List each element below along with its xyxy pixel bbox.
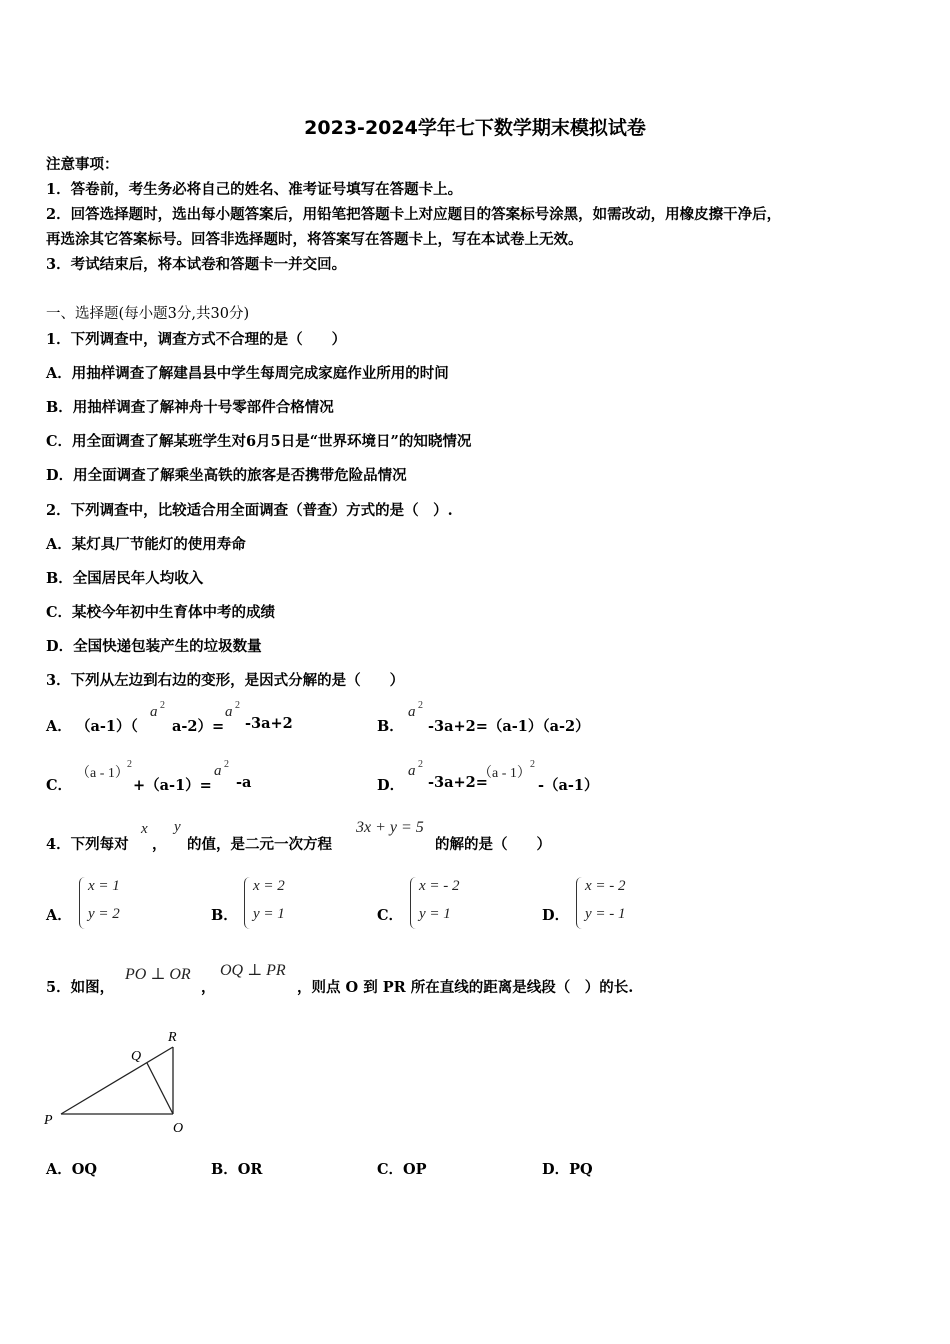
page-title: 2023-2024学年七下数学期末模拟试卷 (304, 117, 646, 139)
q4-var-x: x (141, 821, 148, 837)
q5-stem-part1: 5．如图， (46, 979, 115, 996)
q3-d-var: a (408, 763, 416, 779)
q3-stem: 3．下列从左边到右边的变形，是因式分解的是（ ） (46, 672, 405, 689)
q4-option-c-label[interactable]: C． (377, 907, 404, 924)
q3-option-d-part1: -3a+2= (428, 774, 488, 791)
q2-option-b[interactable]: B．全国居民年人均收入 (46, 570, 204, 587)
q3-option-a-part2: a-2）= (172, 718, 225, 735)
q3-option-d-label[interactable]: D． (377, 777, 405, 794)
q4-stem-comma: ， (152, 836, 167, 853)
q2-option-a[interactable]: A．某灯具厂节能灯的使用寿命 (46, 536, 246, 553)
q5-option-b[interactable]: B．OR (211, 1161, 263, 1178)
q3-option-c-part1: +（a-1）= (133, 777, 212, 794)
q3-c-var-sq: 2 (224, 759, 229, 770)
q4-option-d-label[interactable]: D． (542, 907, 570, 924)
q4-option-c-line2: y = 1 (419, 906, 451, 922)
q1-option-c[interactable]: C．用全面调查了解某班学生对6月5日是“世界环境日”的知晓情况 (46, 433, 472, 450)
q3-option-c-label[interactable]: C． (46, 777, 73, 794)
q3-option-d-part2: -（a-1） (538, 777, 599, 794)
q3-option-b-label[interactable]: B． (377, 718, 404, 735)
q5-condition-2: OQ ⊥ PR (220, 962, 286, 979)
q2-stem: 2．下列调查中，比较适合用全面调查（普查）方式的是（ ）. (46, 502, 453, 519)
q3-d-paren-sq: 2 (530, 759, 535, 770)
label-q: Q (131, 1049, 142, 1064)
q5-stem-comma: ， (201, 979, 216, 996)
q4-stem-part1: 4．下列每对 (46, 836, 129, 853)
q1-option-b[interactable]: B．用抽样调查了解神舟十号零部件合格情况 (46, 399, 334, 416)
q4-option-b-brace (244, 877, 251, 929)
label-o: O (173, 1121, 184, 1136)
q4-option-c-line1: x = - 2 (419, 878, 460, 894)
q5-option-a[interactable]: A．OQ (46, 1161, 98, 1178)
q5-condition-1: PO ⊥ OR (125, 966, 191, 983)
q1-option-d[interactable]: D．用全面调查了解乘坐高铁的旅客是否携带危险品情况 (46, 467, 407, 484)
q3-option-c-part2: -a (236, 774, 252, 791)
q4-stem-part3: 的解的是（ ） (435, 836, 551, 853)
q5-option-c[interactable]: C．OP (377, 1161, 427, 1178)
q3-option-a-label[interactable]: A． (46, 718, 72, 735)
q4-stem-part2: 的值，是二元一次方程 (187, 836, 332, 853)
notice-line-3: 再选涂其它答案标号。回答非选择题时，将答案写在答题卡上，写在本试卷上无效。 (46, 231, 583, 248)
notice-line-1: 1．答卷前，考生务必将自己的姓名、准考证号填写在答题卡上。 (46, 181, 463, 198)
q2-option-c[interactable]: C．某校今年初中生育体中考的成绩 (46, 604, 276, 621)
q4-option-b-line1: x = 2 (253, 878, 285, 894)
q3-b-sq: 2 (418, 700, 423, 711)
q3-c-paren-expr: （a - 1） (76, 766, 129, 781)
q5-option-d[interactable]: D．PQ (542, 1161, 593, 1178)
q4-equation: 3x + y = 5 (356, 819, 424, 836)
q4-option-c-brace (410, 877, 417, 929)
q3-a-var-2: a (225, 704, 233, 720)
q4-option-d-line1: x = - 2 (585, 878, 626, 894)
notice-line-4: 3．考试结束后，将本试卷和答题卡一并交回。 (46, 256, 347, 273)
q5-triangle-figure (40, 1022, 200, 1138)
q4-option-a-brace (79, 877, 86, 929)
label-r: R (168, 1030, 177, 1045)
q4-option-a-line1: x = 1 (88, 878, 120, 894)
q3-b-var: a (408, 704, 416, 720)
q4-option-d-line2: y = - 1 (585, 906, 626, 922)
q3-c-sq: 2 (127, 759, 132, 770)
q1-option-a[interactable]: A．用抽样调查了解建昌县中学生每周完成家庭作业所用的时间 (46, 365, 449, 382)
q4-option-a-line2: y = 2 (88, 906, 120, 922)
q3-a-var-1: a (150, 704, 158, 720)
q3-a-sq-2: 2 (235, 700, 240, 711)
q5-stem-part2: ，则点 O 到 PR 所在直线的距离是线段（ ）的长. (297, 979, 634, 996)
segment-oq (147, 1063, 173, 1114)
q4-option-d-brace (576, 877, 583, 929)
q4-option-b-label[interactable]: B． (211, 907, 238, 924)
q3-c-var: a (214, 763, 222, 779)
q3-d-sq: 2 (418, 759, 423, 770)
q3-option-a-part3: -3a+2 (245, 715, 293, 732)
notice-line-2: 2．回答选择题时，选出每小题答案后，用铅笔把答题卡上对应题目的答案标号涂黑，如需改动，用橡皮擦干净后， (46, 206, 782, 223)
q3-a-sq-1: 2 (160, 700, 165, 711)
notice-heading: 注意事项： (46, 156, 119, 173)
q4-var-y: y (174, 819, 181, 835)
q3-option-a-part1: （a-1）（ (76, 718, 138, 735)
section-heading: 一、选择题(每小题3分,共30分) (46, 306, 250, 322)
q1-stem: 1．下列调查中，调查方式不合理的是（ ） (46, 331, 347, 348)
q4-option-a-label[interactable]: A． (46, 907, 72, 924)
q2-option-d[interactable]: D．全国快递包装产生的垃圾数量 (46, 638, 262, 655)
label-p: P (44, 1113, 53, 1128)
q3-d-paren-expr: （a - 1） (478, 766, 531, 781)
q4-option-b-line2: y = 1 (253, 906, 285, 922)
q3-option-b-part1: -3a+2=（a-1）（a-2） (428, 718, 590, 735)
